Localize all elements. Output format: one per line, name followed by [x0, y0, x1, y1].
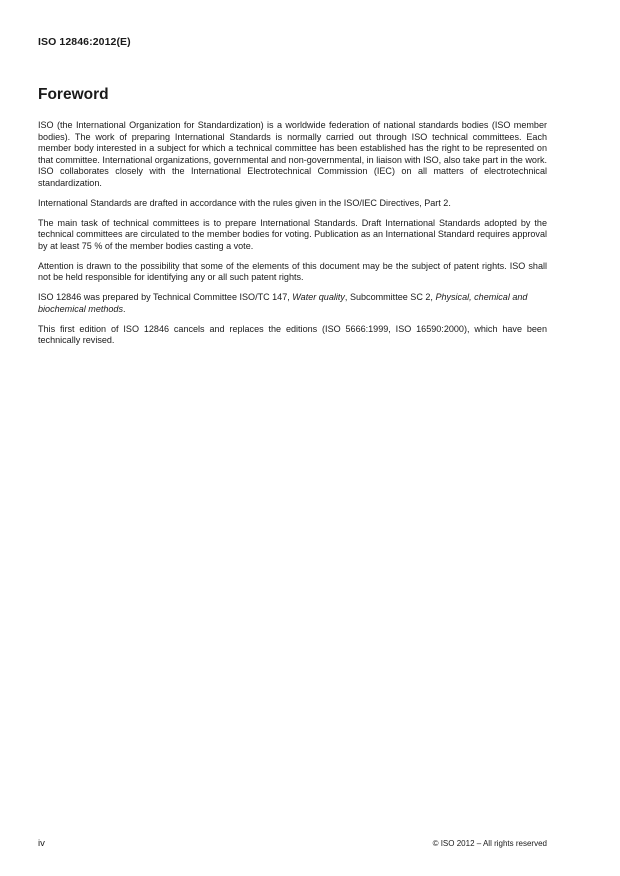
paragraph-technical-committees: The main task of technical committees is to prepare International Standards. Draft International Standards adopted by the technical committees are circulated to the member bodies for voting. Publication as an International Standard requires approval by at least 75 % of the member bodies casting a vote. [38, 217, 547, 251]
paragraph-directives: International Standards are drafted in accordance with the rules given in the ISO/IEC Directives, Part 2. [38, 197, 451, 208]
document-header: ISO 12846:2012(E) [38, 36, 131, 48]
paragraph-patent-rights: Attention is drawn to the possibility that some of the elements of this document may be the subject of patent rights. ISO shall not be held responsible for identifying any or all such patent rights. [38, 260, 547, 283]
committee-title: Water quality [292, 292, 345, 303]
copyright-notice: © ISO 2012 – All rights reserved [432, 839, 547, 848]
paragraph-iso-intro: ISO (the International Organization for Standardization) is a worldwide federation of national standards bodies (ISO member bodies). The work of preparing International Standards is normally carried out through ISO technical committees. Each member body interested in a subject for which a technical committee has been established has the right to be represented on that committee. International organizations, governmental and non-governmental, in liaison with ISO, also take part in the work. ISO collaborates closely with the International Electrotechnical Commission (IEC) on all matters of electrotechnical standardization. [38, 120, 547, 188]
subcommittee-title: Physical, chemical and biochemical methods [38, 292, 528, 314]
foreword-body [38, 120, 547, 355]
page-number: iv [38, 838, 45, 849]
paragraph-prepared-by [38, 292, 547, 315]
prepared-by-text: ISO 12846 was prepared by Technical Committee ISO/TC 147, [38, 292, 293, 303]
subcommittee-text: , Subcommittee SC 2, [344, 292, 436, 303]
sentence-end: . [122, 303, 126, 314]
paragraph-edition: This first edition of ISO 12846 cancels and replaces the editions (ISO 5666:1999, ISO 16590:2000), which have been technically revised. [38, 323, 547, 346]
section-title: Foreword [38, 86, 109, 103]
